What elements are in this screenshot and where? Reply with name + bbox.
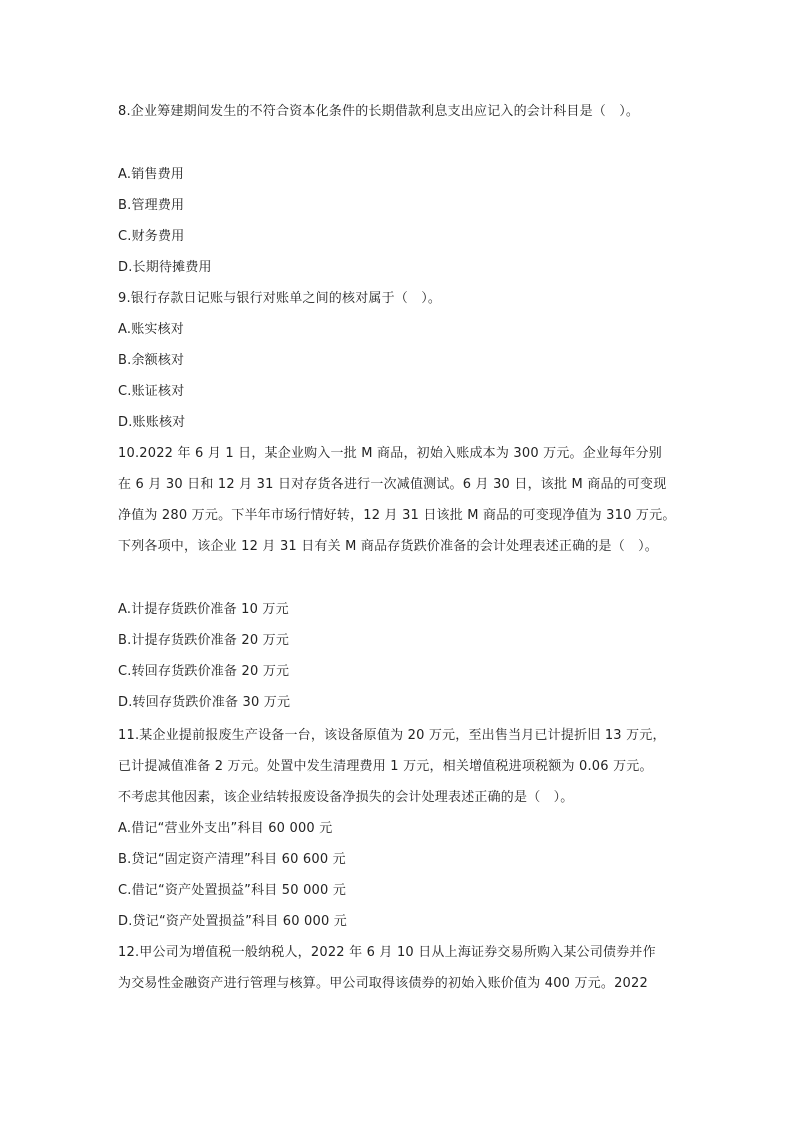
question-9-stem: 9.银行存款日记账与银行对账单之间的核对属于（ ）。 — [118, 291, 442, 306]
question-12-stem-line-1: 12.甲公司为增值税一般纳税人，2022 年 6 月 10 日从上海证券交易所购入某公司债券并作 — [118, 945, 656, 960]
question-11-stem-line-3: 不考虑其他因素，该企业结转报废设备净损失的会计处理表述正确的是（ ）。 — [118, 790, 574, 805]
question-9-option-a: A.账实核对 — [118, 322, 184, 337]
question-10-option-c: C.转回存货跌价准备 20 万元 — [118, 664, 290, 679]
question-9-option-d: D.账账核对 — [118, 415, 186, 430]
question-11-stem-line-2: 已计提减值准备 2 万元。处置中发生清理费用 1 万元，相关增值税进项税额为 0.06 万元。 — [118, 759, 653, 774]
question-10-stem-line-4: 下列各项中，该企业 12 月 31 日有关 M 商品存货跌价准备的会计处理表述正确的是（ ）。 — [118, 539, 658, 554]
question-8-option-d: D.长期待摊费用 — [118, 260, 212, 275]
question-11-option-b: B.贷记“固定资产清理”科目 60 600 元 — [118, 852, 346, 867]
question-8-stem: 8.企业筹建期间发生的不符合资本化条件的长期借款利息支出应记入的会计科目是（ ）。 — [118, 104, 640, 119]
question-11-option-a: A.借记“营业外支出”科目 60 000 元 — [118, 821, 333, 836]
question-11-option-d: D.贷记“资产处置损益”科目 60 000 元 — [118, 914, 347, 929]
question-9-option-c: C.账证核对 — [118, 384, 185, 399]
question-8-option-b: B.管理费用 — [118, 198, 185, 213]
question-9-option-b: B.余额核对 — [118, 353, 185, 368]
question-10-stem-line-1: 10.2022 年 6 月 1 日，某企业购入一批 M 商品，初始入账成本为 300 万元。企业每年分别 — [118, 446, 662, 461]
question-10-option-a: A.计提存货跌价准备 10 万元 — [118, 602, 289, 617]
question-10-option-b: B.计提存货跌价准备 20 万元 — [118, 633, 290, 648]
question-10-option-d: D.转回存货跌价准备 30 万元 — [118, 695, 291, 710]
question-8-option-a: A.销售费用 — [118, 167, 184, 182]
question-11-stem-line-1: 11.某企业提前报废生产设备一台，该设备原值为 20 万元，至出售当月已计提折旧 13 万元， — [118, 728, 666, 743]
question-8-option-c: C.财务费用 — [118, 229, 185, 244]
question-12-stem-line-2: 为交易性金融资产进行管理与核算。甲公司取得该债券的初始入账价值为 400 万元。2022 — [118, 976, 648, 991]
question-10-stem-line-3: 净值为 280 万元。下半年市场行情好转，12 月 31 日该批 M 商品的可变现净值为 310 万元。 — [118, 508, 676, 523]
question-11-option-c: C.借记“资产处置损益”科目 50 000 元 — [118, 883, 347, 898]
question-10-stem-line-2: 在 6 月 30 日和 12 月 31 日对存货各进行一次减值测试。6 月 30 日，该批 M 商品的可变现 — [118, 477, 667, 492]
